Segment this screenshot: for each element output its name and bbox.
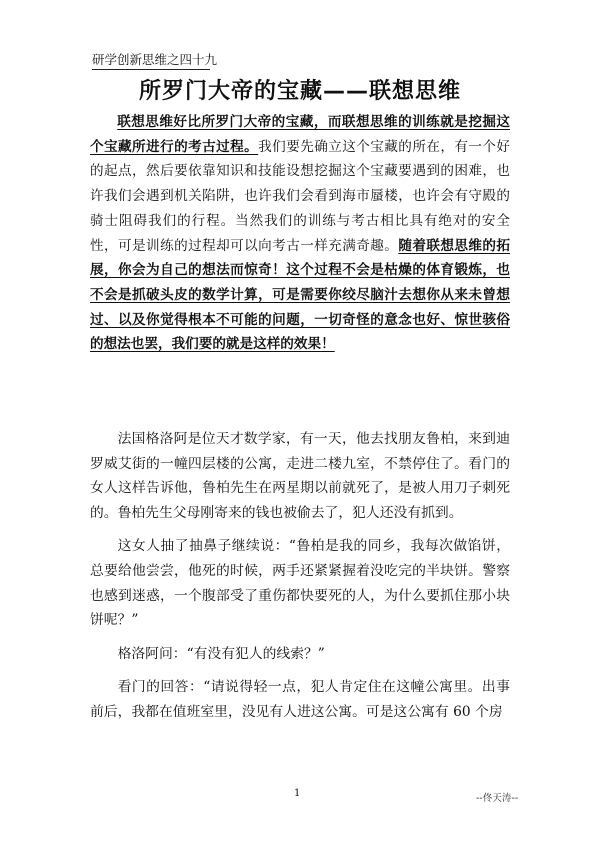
intro-section <box>90 110 510 357</box>
story-section <box>90 427 510 733</box>
page-title: 所罗门大帝的宝藏——联想思维 <box>138 79 461 104</box>
intro-paragraph <box>90 110 510 357</box>
series-header: 研学创新思维之四十九 <box>92 50 210 70</box>
footer-author: --佟天涛-- <box>476 793 519 804</box>
intro-plain-text: 我们要先确立这个宝藏的所在，有一个好的起点，然后要依靠知识和技能设想挖掘这个宝藏要遇到的困难，也许我们会遇到机关陷阱，也许我们会看到海市蜃楼，也许会有守殿的骑士阻碍我们的行程。当然我们的训练与考古相比具有绝对的安全性，可是训练的过程却可以向考古一样充满奇趣。 <box>90 138 511 254</box>
intro-bold-text-2: 随着联想思维的拓展，你会为自己的想法而惊奇！这个过程不会是枯燥的体育锻炼，也不会是抓破头皮的数学计算，可是需要你绞尽脑汁去想你从来未曾想过、以及你觉得根本不可能的问题，一切奇怪的意念也好、惊世骇俗的想法也罢，我们要的就是这样的效果！ <box>90 237 511 353</box>
story-paragraph: 这女人抽了抽鼻子继续说：“鲁柏是我的同乡，我每次做馅饼，总要给他尝尝，他死的时候，两手还紧紧握着没吃完的半块饼。警察也感到迷惑，一个腹部受了重伤都快要死的人，为什么要抓住那小块饼呢？” <box>90 538 510 629</box>
story-paragraph: 看门的回答：“请说得轻一点，犯人肯定住在这幢公寓里。出事前后，我都在值班室里，没见有人进这公寓。可是这公寓有 60 个房 <box>90 678 510 720</box>
story-paragraph: 格洛阿问：“有没有犯人的线索？” <box>117 645 325 662</box>
intro-bold-text: 联想思维好比所罗门大帝的宝藏，而联想思维的训练就是挖掘这个宝藏所进行的考古过程。 <box>90 114 510 155</box>
story-paragraph: 法国格洛阿是位天才数学家，有一天，他去找朋友鲁柏，来到迪罗威艾街的一幢四层楼的公寓，走进二楼九室，不禁停住了。看门的女人这样告诉他，鲁柏先生在两星期以前就死了，是被人用刀子刺死的。鲁柏先生父母刚寄来的钱也被偷去了，犯人还没有抓到。 <box>90 431 510 522</box>
page-number: 1 <box>294 788 301 799</box>
